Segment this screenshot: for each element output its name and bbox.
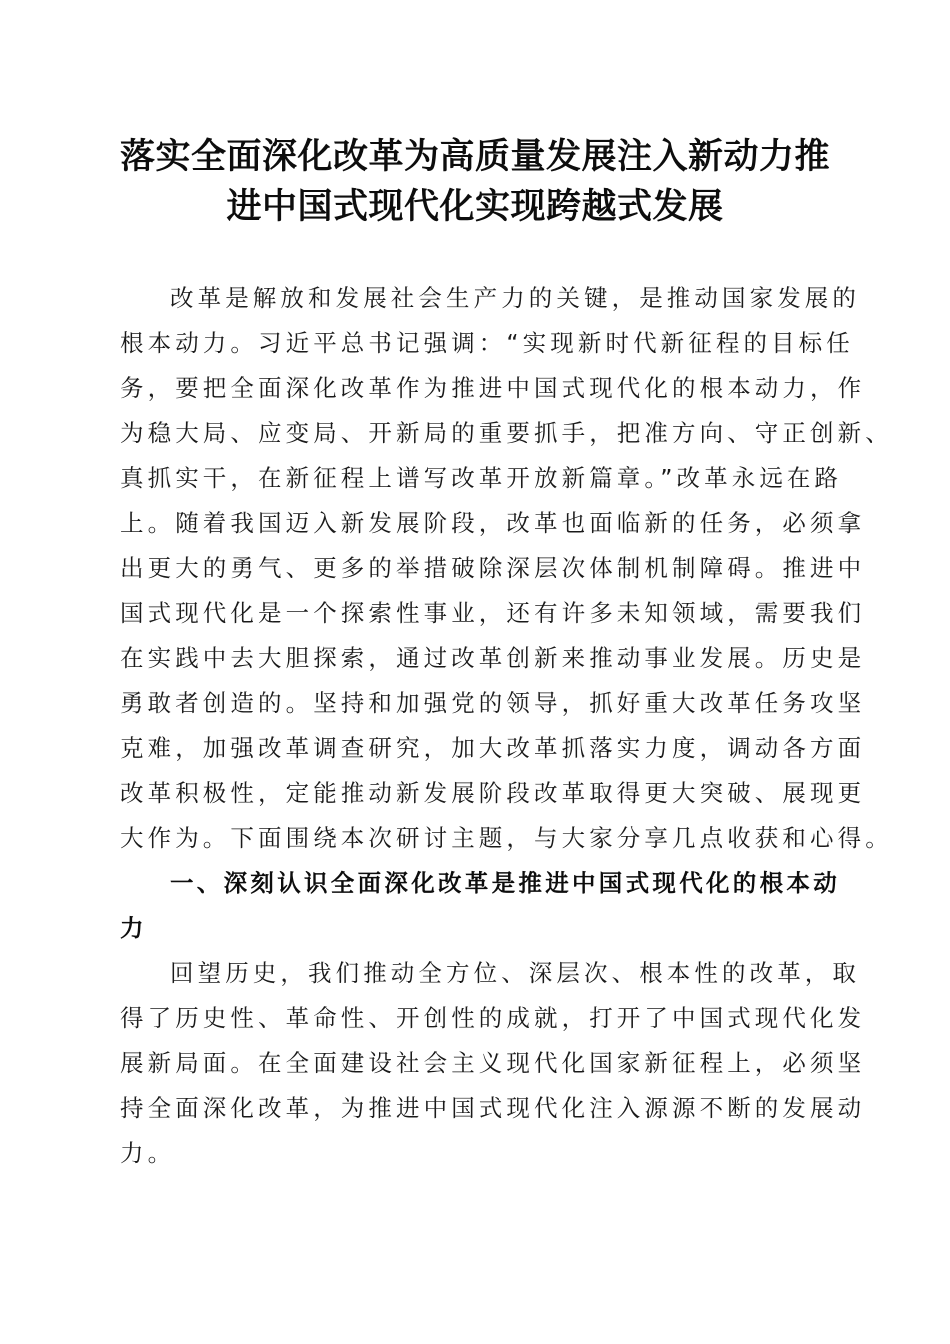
heading-line: 力	[120, 914, 147, 942]
paragraph-section-1	[120, 951, 866, 1176]
document-body	[120, 276, 893, 1176]
section-heading-1	[120, 861, 840, 951]
title-line: 进中国式现代化实现跨越式发展	[226, 186, 724, 227]
text-line: 改革是解放和发展社会生产力的关键，是推动国家发展的	[170, 284, 860, 312]
text-line: 大作为。下面围绕本次研讨主题，与大家分享几点收获和心得。	[120, 824, 893, 852]
heading-line: 一、深刻认识全面深化改革是推进中国式现代化的根本动	[170, 869, 840, 897]
text-line: 上。随着我国迈入新发展阶段，改革也面临新的任务，必须拿	[120, 509, 866, 537]
text-line: 克难，加强改革调查研究，加大改革抓落实力度，调动各方面	[120, 734, 866, 762]
text-line: 持全面深化改革，为推进中国式现代化注入源源不断的发展动	[120, 1094, 866, 1122]
text-line: 勇敢者创造的。坚持和加强党的领导，抓好重大改革任务攻坚	[120, 689, 866, 717]
text-line: 务，要把全面深化改革作为推进中国式现代化的根本动力，作	[120, 374, 866, 402]
text-line: 根本动力。习近平总书记强调：“实现新时代新征程的目标任	[120, 329, 854, 357]
text-line: 真抓实干，在新征程上谱写改革开放新篇章。”改革永远在路	[120, 464, 843, 492]
text-line: 得了历史性、革命性、开创性的成就，打开了中国式现代化发	[120, 1004, 866, 1032]
title-line: 落实全面深化改革为高质量发展注入新动力推	[119, 136, 830, 177]
text-line: 为稳大局、应变局、开新局的重要抓手，把准方向、守正创新、	[120, 419, 893, 447]
text-line: 改革积极性，定能推动新发展阶段改革取得更大突破、展现更	[120, 779, 866, 807]
text-line: 回望历史，我们推动全方位、深层次、根本性的改革，取	[170, 959, 860, 987]
text-line: 出更大的勇气、更多的举措破除深层次体制机制障碍。推进中	[120, 554, 866, 582]
text-line: 在实践中去大胆探索，通过改革创新来推动事业发展。历史是	[120, 644, 866, 672]
text-line: 力。	[120, 1139, 176, 1167]
paragraph-intro	[120, 276, 893, 861]
document-title	[100, 132, 850, 232]
text-line: 展新局面。在全面建设社会主义现代化国家新征程上，必须坚	[120, 1049, 866, 1077]
text-line: 国式现代化是一个探索性事业，还有许多未知领域，需要我们	[120, 599, 866, 627]
